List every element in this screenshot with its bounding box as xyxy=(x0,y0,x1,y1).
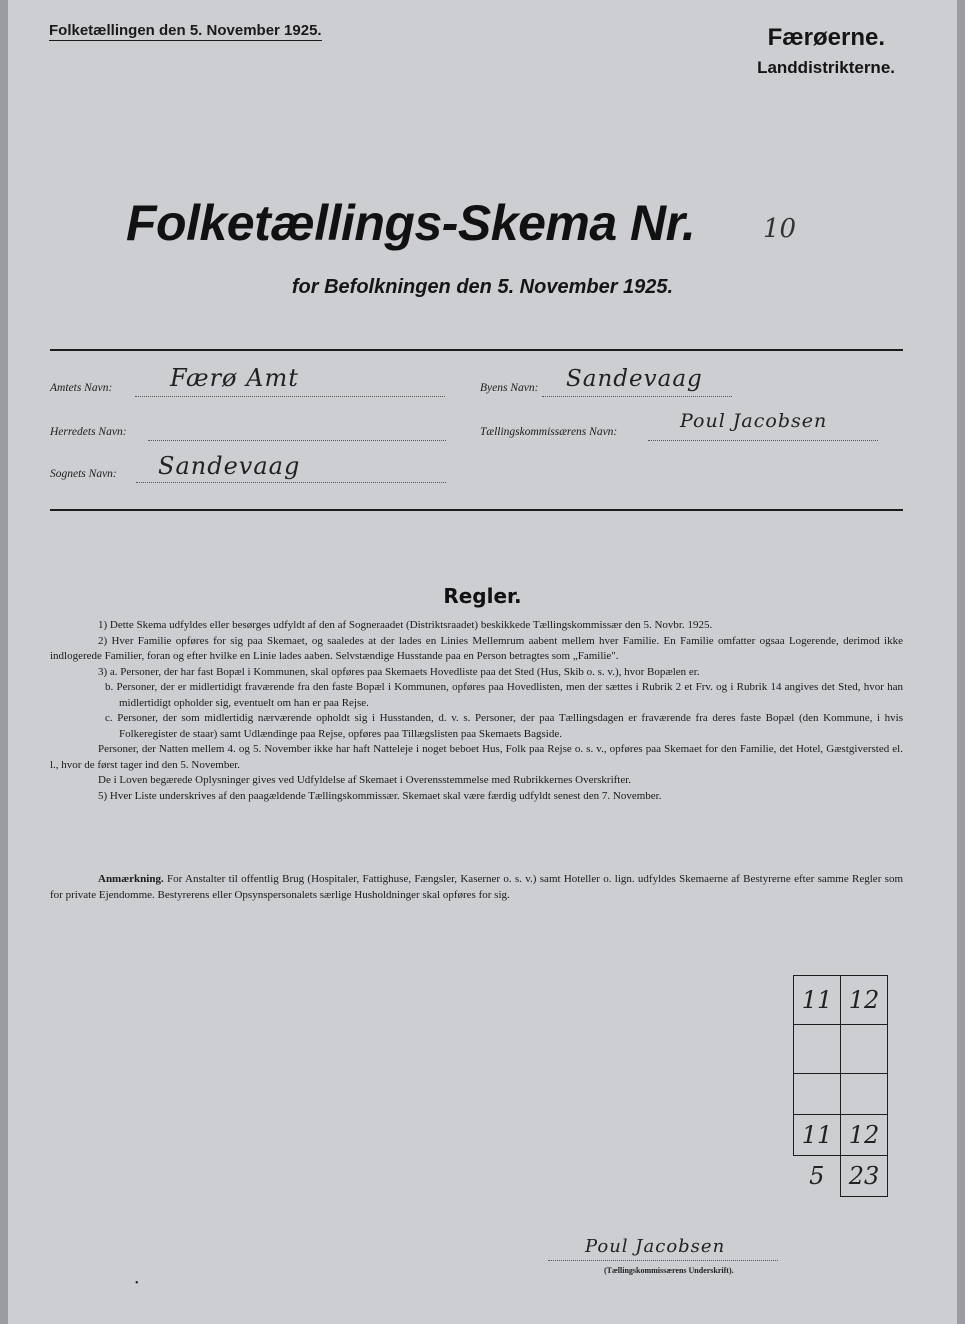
tally-r3-c1 xyxy=(794,1074,841,1115)
rule-3b: b. Personer, der er midlertidigt fraværende fra den faste Bopæl i Kommunen, opføres paa Hovedlisten, men der sættes i Rubrik 2 et Frv. og i Rubrik 14 angives det Sted, hvor han midlertidigt opholder sig, eventuelt om han er paa Rejse. xyxy=(105,681,903,709)
signature-handwritten: Poul Jacobsen xyxy=(585,1236,726,1257)
rule-2: 2) Hver Familie opføres for sig paa Skemaet, og saaledes at der lades en Linies Mellemrum aabent mellem hver Familie. En Familie omfatter ogsaa Logerende, derimod ikke indlogerede Familier, foran og efter hvilke en Linie lades aaben. Selvstændige Husstande paa en Person betragtes som „Familie". xyxy=(50,634,903,662)
tally-r2-c2 xyxy=(841,1025,888,1074)
tally-r1-c1: 11 xyxy=(794,976,841,1025)
tally-r3-c2 xyxy=(841,1074,888,1115)
kommissaer-value-handwritten: Poul Jacobsen xyxy=(680,410,828,432)
kommissaer-label: Tællingskommissærens Navn: xyxy=(480,426,618,438)
ink-dot: • xyxy=(135,1278,139,1289)
district-type-header: Landdistrikterne. xyxy=(757,58,895,77)
amt-line xyxy=(135,396,445,397)
rules-list xyxy=(50,618,903,804)
rule-3c: c. Personer, der som midlertidig nærværende opholdt sig i Husstanden, d. v. s. Personer, der paa Tællingsdagen er fraværende fra deres faste Bopæl (den Kommune, i hvis Folkeregister de staar) samt Udlændinge paa Rejse, opføres paa Tillægslisten paa Skemaets Bagside. xyxy=(105,712,903,740)
tally-grid xyxy=(793,975,888,1197)
sogn-label: Sognets Navn: xyxy=(50,468,117,480)
rule-5: 5) Hver Liste underskrives af den paagældende Tællingskommissær. Skemaet skal være færdig udfyldt senest den 7. November. xyxy=(98,789,662,802)
bottom-divider xyxy=(50,509,903,511)
census-date-header: Folketællingen den 5. November 1925. xyxy=(49,22,322,39)
rule-3a: 3) a. Personer, der har fast Bopæl i Kommunen, skal opføres paa Skemaets Hovedliste paa det Sted (Hus, Skib o. s. v.), hvor Bopælen er. xyxy=(98,665,700,678)
byens-line xyxy=(542,396,732,397)
tally-r2-c1 xyxy=(794,1025,841,1074)
form-title: Folketællings-Skema Nr. xyxy=(126,195,696,251)
sogn-line xyxy=(136,482,446,483)
tally-r5-c1: 5 xyxy=(809,1162,825,1191)
kommissaer-line xyxy=(648,440,878,441)
rules-heading: Regler. xyxy=(443,584,522,608)
tally-r5-c2: 23 xyxy=(841,1156,888,1197)
rule-1: 1) Dette Skema udfyldes eller besørges udfyldt af den af Sogneraadet (Distriktsraadet) beskikkede Tællingskommissær den 5. Novbr. 1925. xyxy=(98,619,713,631)
rule-4: De i Loven begærede Oplysninger gives ved Udfyldelse af Skemaet i Overensstemmelse med Rubrikkernes Overskrifter. xyxy=(98,774,632,786)
sogn-value-handwritten: Sandevaag xyxy=(158,452,301,480)
remark-label: Anmærkning. xyxy=(98,873,164,885)
signature-line xyxy=(548,1260,778,1261)
tally-r4-c2: 12 xyxy=(841,1115,888,1156)
herred-line xyxy=(148,440,446,441)
region-header: Færøerne. xyxy=(767,24,885,51)
tally-r1-c2: 12 xyxy=(841,976,888,1025)
signature-caption: (Tællingskommissærens Underskrift). xyxy=(604,1266,734,1275)
amt-value-handwritten: Færø Amt xyxy=(170,364,299,392)
census-form-page xyxy=(8,0,957,1324)
tally-r4-c1: 11 xyxy=(794,1115,841,1156)
byens-value-handwritten: Sandevaag xyxy=(566,366,703,392)
top-divider xyxy=(50,349,903,351)
remark-text: For Anstalter til offentlig Brug (Hospitaler, Fattighuse, Fængsler, Kaserner o. s. v.) samt Hoteller o. lign. udfyldes Skemaerne af Bestyrerne efter samme Regler som for private Ejendomme. Bestyrerens eller Opsynspersonalets særlige Husholdninger skal opføres for sig. xyxy=(50,873,903,901)
form-subtitle: for Befolkningen den 5. November 1925. xyxy=(291,276,674,298)
rule-3d: Personer, der Natten mellem 4. og 5. November ikke har haft Natteleje i noget beboet Hus, Folk paa Rejse o. s. v., opføres paa Skemaet for den Familie, det Hotel, Gæstgiversted el. l., hvor de først tager ind den 5. November. xyxy=(50,743,903,771)
amt-label: Amtets Navn: xyxy=(50,382,113,394)
herred-label: Herredets Navn: xyxy=(50,426,127,438)
form-number-handwritten: 10 xyxy=(763,214,797,244)
remark-block xyxy=(50,872,903,903)
byens-label: Byens Navn: xyxy=(480,382,539,394)
